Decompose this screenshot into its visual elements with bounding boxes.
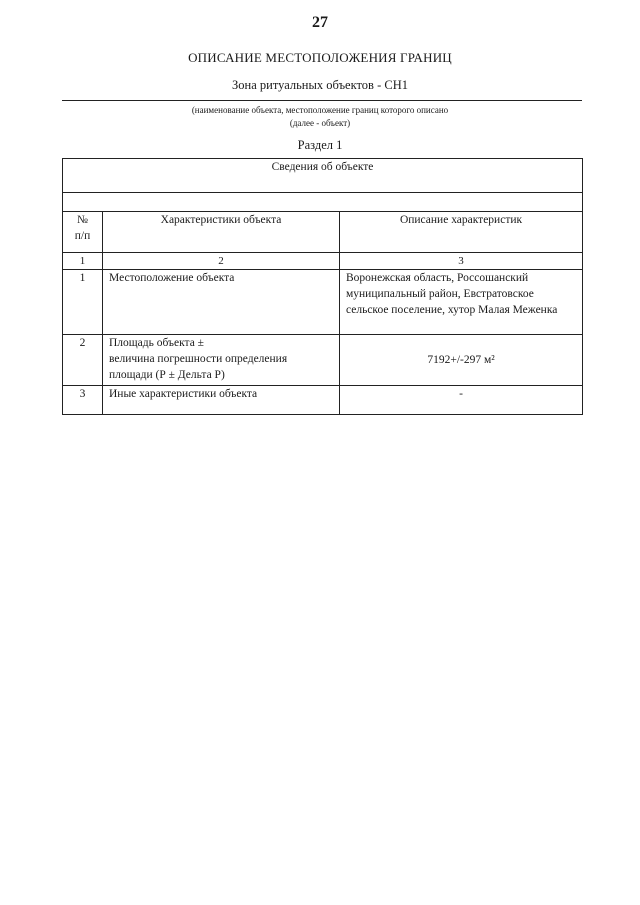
- header-description: Описание характеристик: [340, 212, 583, 253]
- row-number: 1: [63, 270, 103, 335]
- column-header-row: [63, 212, 583, 253]
- row-characteristic: [103, 335, 340, 386]
- table-blank-row: [63, 193, 583, 212]
- row-value: 7192+/-297 м²: [340, 335, 583, 386]
- row-characteristic: Иные характеристики объекта: [103, 386, 340, 415]
- row-value: -: [340, 386, 583, 415]
- header-characteristic: Характеристики объекта: [103, 212, 340, 253]
- column-index: 1: [63, 253, 103, 270]
- row-value: Воронежская область, Россошанский муниципальный район, Евстратовское сельское поселение, хутор Малая Меженка: [340, 270, 583, 335]
- zone-name: Зона ритуальных объектов - СН1: [232, 78, 408, 92]
- row-characteristic-line-3: площади (Р ± Дельта Р): [109, 369, 225, 381]
- section-label: Раздел 1: [297, 138, 343, 152]
- object-note-line-1: (наименование объекта, местоположение границ которого описано: [191, 105, 449, 115]
- column-index-row: [63, 253, 583, 270]
- table-row: [63, 386, 583, 415]
- row-characteristic: Местоположение объекта: [103, 270, 340, 335]
- page-number: 27: [312, 14, 328, 31]
- header-num-line-2: п/п: [74, 230, 91, 242]
- row-characteristic-line-1: Площадь объекта ±: [109, 337, 204, 349]
- table-caption-row: [63, 159, 583, 193]
- column-index: 2: [103, 253, 340, 270]
- table-caption: Сведения об объекте: [63, 159, 583, 193]
- header-num: [63, 212, 103, 253]
- header-num-line-1: №: [77, 214, 88, 226]
- object-note-line-2: (далее - объект): [289, 118, 351, 128]
- blank-cell: [63, 193, 583, 212]
- object-note: [0, 104, 640, 130]
- table-row: [63, 270, 583, 335]
- document-title: ОПИСАНИЕ МЕСТОПОЛОЖЕНИЯ ГРАНИЦ: [188, 50, 452, 65]
- row-number: 3: [63, 386, 103, 415]
- row-number: 2: [63, 335, 103, 386]
- underline-rule: [62, 100, 582, 101]
- table-row: [63, 335, 583, 386]
- row-characteristic-line-2: величина погрешности определения: [109, 353, 288, 365]
- column-index: 3: [340, 253, 583, 270]
- object-info-table: [62, 158, 583, 415]
